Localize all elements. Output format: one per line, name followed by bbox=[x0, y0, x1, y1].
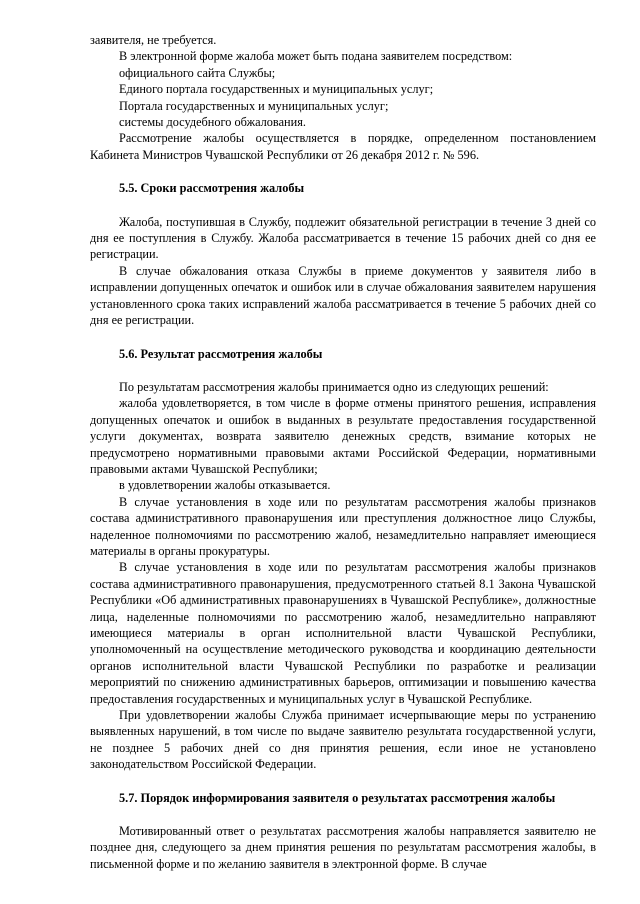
paragraph: В случае установления в ходе или по результатам рассмотрения жалобы признаков состава административного правонарушения, предусмотренного статьей 8.1 Закона Чувашской Республики «Об административных правонарушениях в Чувашской Республике», должностные лица, наделенные полномочиями по рассмотрению жалоб, незамедлительно направляют имеющиеся материалы в орган исполнительной власти Чувашской Республики, уполномоченный на осуществление методического руководства и координацию деятельности органов исполнительной власти Чувашской Республики по разработке и реализации мероприятий по снижению административных барьеров, оптимизации и повышению качества предоставления государственных и муниципальных услуг в Чувашской Республике. bbox=[90, 560, 596, 706]
list-item: системы досудебного обжалования. bbox=[119, 115, 306, 130]
section-heading-5-6: 5.6. Результат рассмотрения жалобы bbox=[119, 346, 323, 361]
section-heading-5-7: 5.7. Порядок информирования заявителя о результатах рассмотрения жалобы bbox=[119, 790, 556, 805]
list-item: Портала государственных и муниципальных услуг; bbox=[119, 98, 389, 113]
paragraph: В случае обжалования отказа Службы в приеме документов у заявителя либо в исправлении допущенных опечаток и ошибок или в случае обжалования заявителем нарушения установленного срока таких исправлений жалоба рассматривается в течение 5 рабочих дней со дня ее регистрации. bbox=[90, 263, 596, 328]
section-heading-5-5: 5.5. Сроки рассмотрения жалобы bbox=[119, 181, 305, 196]
list-item: жалоба удовлетворяется, в том числе в форме отмены принятого решения, исправления допущенных опечаток и ошибок в выданных в результате предоставления государственной услуги документах, возврата заявителю денежных средств, взимание которых не предусмотрено нормативными правовыми актами Российской Федерации, нормативными правовыми актами Чувашской Республики; bbox=[90, 396, 596, 476]
paragraph: Жалоба, поступившая в Службу, подлежит обязательной регистрации в течение 3 дней со дня ее поступления в Службу. Жалоба рассматривается в течение 15 рабочих дней со дня ее регистрации. bbox=[90, 214, 596, 262]
paragraph-review-order: Рассмотрение жалобы осуществляется в порядке, определенном постановлением Кабинета Министров Чувашской Республики от 26 декабря 2012 г. № 596. bbox=[90, 131, 596, 162]
paragraph-electronic-form: В электронной форме жалоба может быть подана заявителем посредством: bbox=[119, 49, 513, 64]
list-item: в удовлетворении жалобы отказывается. bbox=[119, 478, 331, 493]
paragraph: По результатам рассмотрения жалобы принимается одно из следующих решений: bbox=[119, 379, 549, 394]
paragraph: При удовлетворении жалобы Служба принимает исчерпывающие меры по устранению выявленных нарушений, в том числе по выдаче заявителю результата государственной услуги, не позднее 5 рабочих дней со дня принятия решения, если иное не установлено законодательством Российской Федерации. bbox=[90, 708, 596, 772]
paragraph-intro-tail: заявителя, не требуется. bbox=[90, 33, 217, 47]
list-item: Единого портала государственных и муниципальных услуг; bbox=[119, 82, 434, 97]
paragraph: Мотивированный ответ о результатах рассмотрения жалобы направляется заявителю не позднее дня, следующего за днем принятия решения по результатам рассмотрения жалобы, в письменной форме и по желанию заявителя в электронной форме. В случае bbox=[90, 824, 596, 871]
list-item: официального сайта Службы; bbox=[119, 65, 276, 80]
paragraph: В случае установления в ходе или по результатам рассмотрения жалобы признаков состава административного правонарушения или преступления должностное лицо Службы, наделенное полномочиями по рассмотрению жалоб, незамедлительно направляет имеющиеся материалы в органы прокуратуры. bbox=[90, 494, 596, 558]
